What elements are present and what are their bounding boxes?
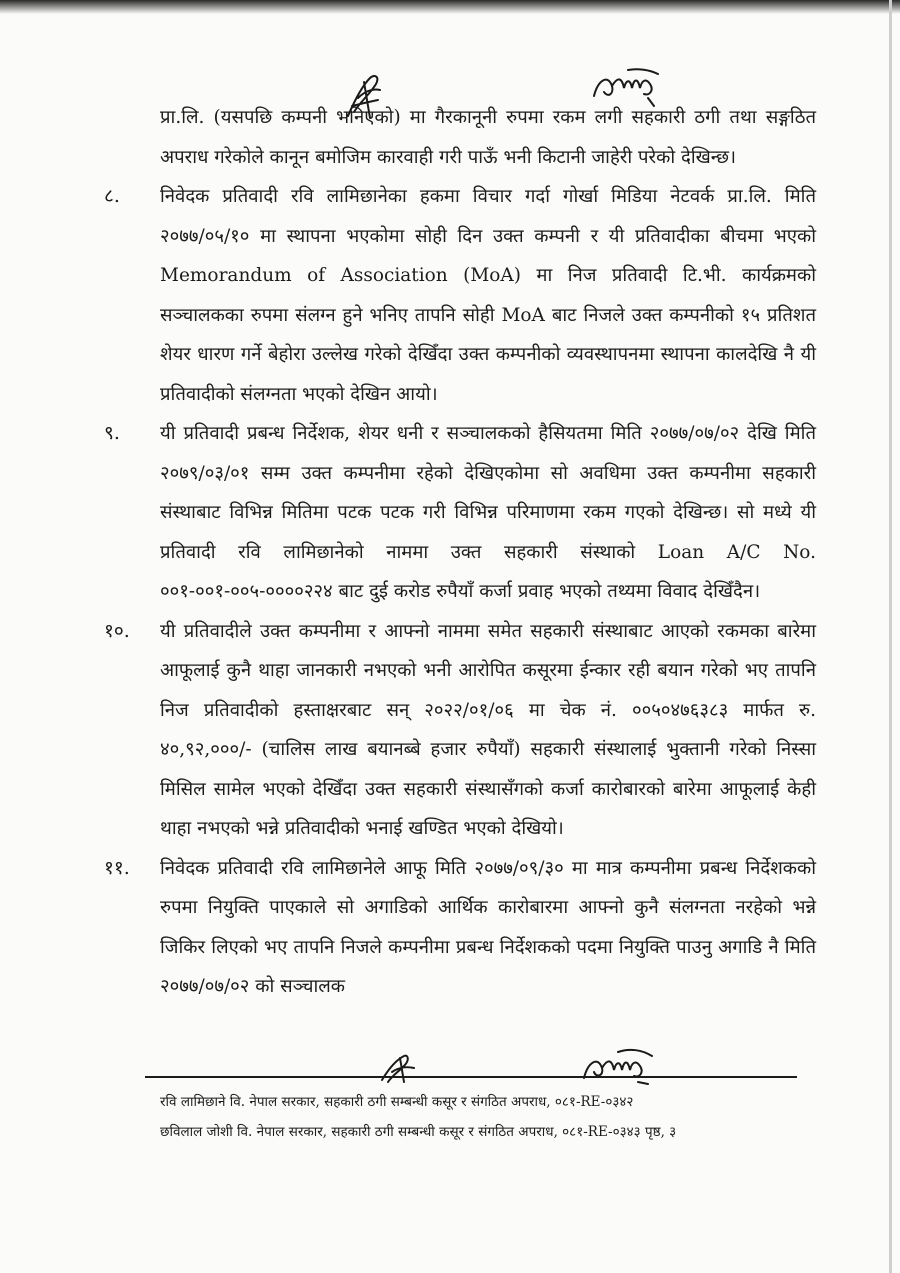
paragraph-text: यी प्रतिवादी प्रबन्ध निर्देशक, शेयर धनी र सञ्चालकको हैसियतमा मिति २०७७/०७/०२ देखि मिति २०७९/०३/०१ सम्म उक्त कम्पनीमा रहेको देखिएकोमा सो अवधिमा उक्त कम्पनीमा सहकारी संस्थाबाट विभिन्न मितिमा पटक पटक गरी विभिन्न परिमाणमा रकम गएको देखिन्छ। सो मध्ये यी प्रतिवादी रवि लामिछानेको नाममा उक्त सहकारी संस्थाको Loan A/C No. ००१-००१-००५-००००२२४ बाट दुई करोड रुपैयाँ कर्जा प्रवाह भएको तथ्यमा विवाद देखिँदैन।	[160, 423, 816, 602]
paragraph-8	[104, 177, 816, 414]
document-body	[104, 98, 816, 1007]
paragraph-10	[104, 612, 816, 849]
paragraph-number: ११.	[104, 856, 130, 879]
paragraph-text: यी प्रतिवादीले उक्त कम्पनीमा र आफ्नो नाममा समेत सहकारी संस्थाबाट आएको रकमका बारेमा आफूलाई कुनै थाहा जानकारी नभएको भनी आरोपित कसूरमा ईन्कार रही बयान गरेको भए तापनि निज प्रतिवादीको हस्ताक्षरबाट सन् २०२२/०१/०६ मा चेक नं. ००५०४७६३८३ मार्फत रु. ४०,९२,०००/- (चालिस लाख बयानब्बे हजार रुपैयाँ) सहकारी संस्थालाई भुक्तानी गरेको निस्सा मिसिल सामेल भएको देखिँदा उक्त सहकारी संस्थासँगको कर्जा कारोबारको बारेमा आफूलाई केही थाहा नभएको भन्ने प्रतिवादीको भनाई खण्डित भएको देखियो।	[160, 620, 816, 839]
paragraph-text: निवेदक प्रतिवादी रवि लामिछानेका हकमा विचार गर्दा गोर्खा मिडिया नेटवर्क प्रा.लि. मिति २०७७/०५/१० मा स्थापना भएकोमा सोही दिन उक्त कम्पनी र यी प्रतिवादीका बीचमा भएको Memorandum of Association (MoA) मा निज प्रतिवादी टि.भी. कार्यक्रमको सञ्चालकका रुपमा संलग्न हुने भनिए तापनि सोही MoA बाट निजले उक्त कम्पनीको १५ प्रतिशत शेयर धारण गर्ने बेहोरा उल्लेख गरेको देखिँदा उक्त कम्पनीको व्यवस्थापनमा स्थापना कालदेखि नै यी प्रतिवादीको संलग्नता भएको देखिन आयो।	[160, 186, 816, 405]
paragraph-number: ८.	[104, 185, 120, 207]
paragraph-number: १०.	[104, 619, 130, 642]
scan-top-edge	[0, 0, 900, 14]
footer-divider	[145, 1076, 797, 1078]
footer-case-line-2: छविलाल जोशी वि. नेपाल सरकार, सहकारी ठगी सम्बन्धी कसूर र संगठित अपराध, ०८१-RE-०३४३ पृष्ठ, ३	[160, 1124, 677, 1140]
signature-footer-left	[378, 1052, 422, 1086]
paragraph-text: निवेदक प्रतिवादी रवि लामिछानेले आफू मिति २०७७/०९/३० मा मात्र कम्पनीमा प्रबन्ध निर्देशकको रुपमा नियुक्ति पाएकाले सो अगाडिको आर्थिक कारोबारमा आफ्नो कुनै संलग्नता नरहेको भन्ने जिकिर लिएको भए तापनि निजले कम्पनीमा प्रबन्ध निर्देशकको पदमा नियुक्ति पाउनु अगाडि नै मिति २०७७/०७/०२ को सञ्चालक	[160, 857, 816, 997]
paragraph-11	[104, 849, 816, 1007]
signature-footer-right	[578, 1046, 662, 1088]
paragraph-number: ९.	[104, 422, 120, 444]
paragraph-9	[104, 414, 816, 612]
page-footer	[160, 1087, 820, 1147]
intro-paragraph: प्रा.लि. (यसपछि कम्पनी भनिएको) मा गैरकानूनी रुपमा रकम लगी सहकारी ठगी तथा सङ्गठित अपराध गरेकोले कानून बमोजिम कारवाही गरी पाऊँ भनी किटानी जाहेरी परेको देखिन्छ।	[160, 107, 816, 168]
scan-page-edge	[889, 0, 892, 1273]
footer-case-line-1: रवि लामिछाने वि. नेपाल सरकार, सहकारी ठगी सम्बन्धी कसूर र संगठित अपराध, ०८१-RE-०३४२	[160, 1094, 634, 1110]
